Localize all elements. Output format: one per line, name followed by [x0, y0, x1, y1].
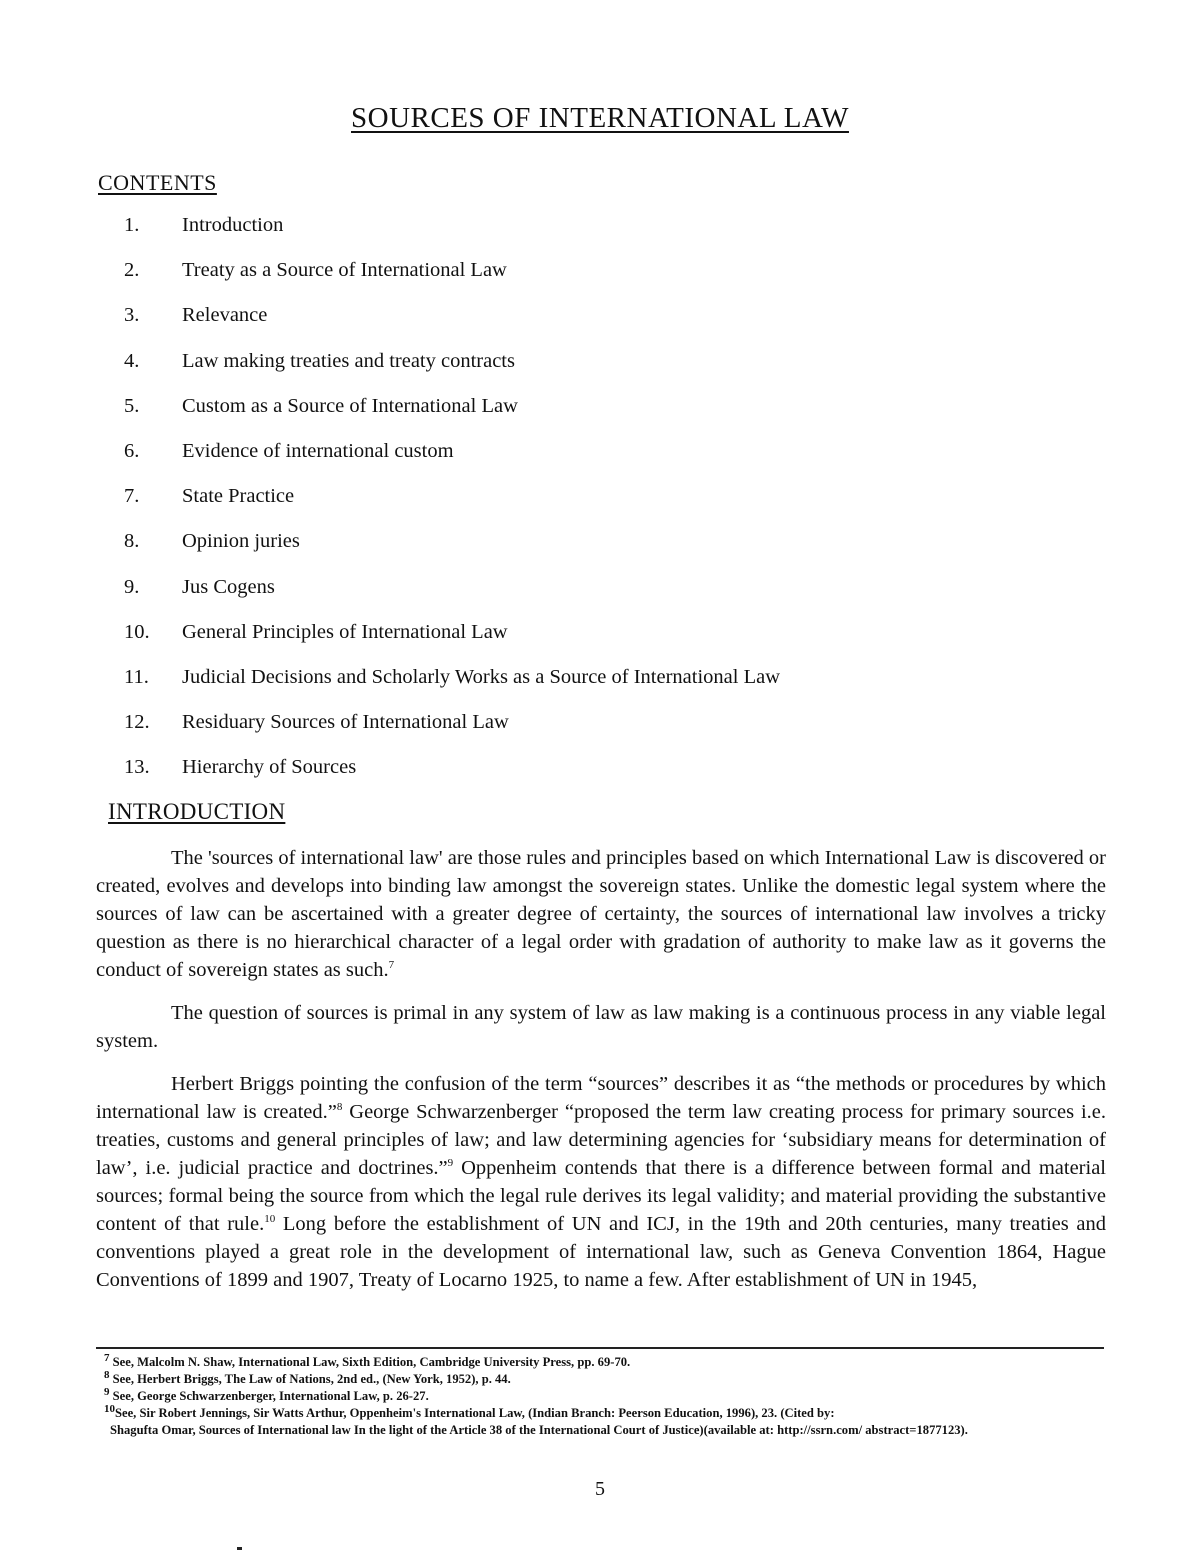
contents-item-number: 3. [124, 304, 140, 327]
footnote-mark: 7 [104, 1351, 110, 1364]
scan-mark [237, 1547, 242, 1550]
contents-item-label: Jus Cogens [182, 575, 275, 598]
contents-item-label: Introduction [182, 214, 284, 236]
contents-item-number: 7. [124, 485, 140, 508]
contents-item [124, 576, 780, 621]
contents-item-label: Law making treaties and treaty contracts [182, 349, 515, 372]
paragraph-text: Oppenheim contends that there is a difference between formal and material sources; formal being the source from which the legal rule derives its legal validity; and material providing the substantive content of that rule. [96, 1157, 1106, 1235]
contents-item [124, 440, 780, 485]
footnote-mark: 8 [104, 1368, 110, 1381]
footnote-reference: 8 [336, 1101, 343, 1114]
footnote-reference: 10 [264, 1213, 276, 1226]
footnote-continuation: Shagufta Omar, Sources of International law In the light of the Article 38 of the International Court of Justice)(available at: http://ssrn.com/ abstract=1877123). [110, 1423, 968, 1437]
paragraph-text: Herbert Briggs pointing the confusion of the term “sources” describes it as “the methods or procedures by which international law is created.” [96, 1073, 1106, 1123]
contents-item-label: Relevance [182, 304, 268, 327]
footnote-mark: 10 [104, 1402, 115, 1415]
contents-item-label: Judicial Decisions and Scholarly Works as a Source of International Law [182, 665, 781, 688]
body-paragraph [96, 1070, 1106, 1294]
introduction-heading: INTRODUCTION [108, 799, 286, 824]
contents-item [124, 711, 780, 756]
contents-item-label: Hierarchy of Sources [182, 756, 357, 779]
contents-item-number: 12. [124, 711, 150, 734]
contents-item-number: 11. [124, 665, 149, 688]
contents-item-number: 2. [124, 259, 140, 282]
contents-item-number: 4. [124, 349, 140, 372]
contents-item [124, 666, 780, 711]
contents-item-number: 13. [124, 756, 150, 779]
contents-item [124, 395, 780, 440]
footnote-divider [96, 1347, 1104, 1349]
footnote [104, 1351, 1104, 1371]
contents-item [124, 530, 780, 575]
contents-list [124, 214, 780, 801]
body-paragraph [96, 999, 1106, 1055]
footnote-text: See, Sir Robert Jennings, Sir Watts Arthur, Oppenheim's International Law, (Indian Branch: Peerson Education, 1996), 23. (Cited by: [115, 1406, 835, 1420]
body-text [96, 844, 1106, 1309]
contents-item-label: Residuary Sources of International Law [182, 711, 509, 734]
footnote [104, 1368, 1104, 1388]
contents-heading: CONTENTS [98, 170, 217, 195]
contents-item [124, 756, 780, 801]
contents-item-label: General Principles of International Law [182, 620, 508, 643]
footnote-text: See, Malcolm N. Shaw, International Law, Sixth Edition, Cambridge University Press, pp. 69-70. [109, 1355, 631, 1369]
contents-item [124, 485, 780, 530]
footnote-text: See, Herbert Briggs, The Law of Nations, 2nd ed., (New York, 1952), p. 44. [109, 1372, 511, 1386]
contents-item-label: State Practice [182, 485, 295, 508]
contents-item [124, 621, 780, 666]
contents-item-number: 8. [124, 530, 140, 553]
contents-item [124, 304, 780, 349]
contents-item-label: Custom as a Source of International Law [182, 394, 518, 417]
contents-item-number: 6. [124, 439, 140, 462]
contents-item-number: 10. [124, 620, 150, 643]
footnote-reference: 9 [447, 1157, 454, 1170]
paragraph-text: The question of sources is primal in any system of law as law making is a continuous process in any viable legal system. [96, 1002, 1106, 1052]
paragraph-text: Long before the establishment of UN and ICJ, in the 19th and 20th centuries, many treaties and conventions played a great role in the development of international law, such as Geneva Convention 1864, Hague Conventions of 1899 and 1907, Treaty of Locarno 1925, to name a few. After establishment of UN in 1945, [96, 1213, 1106, 1291]
contents-item [124, 259, 780, 304]
body-paragraph [96, 844, 1106, 984]
document-title: SOURCES OF INTERNATIONAL LAW [351, 102, 849, 134]
contents-item-number: 1. [124, 214, 140, 236]
paragraph-text: George Schwarzenberger “proposed the term law creating process for primary sources i.e. treaties, customs and general principles of law; and law determining agencies for ‘subsidiary means for determination of law’, i.e. judicial practice and doctrines.” [96, 1101, 1106, 1179]
paragraph-text: The 'sources of international law' are those rules and principles based on which International Law is discovered or created, evolves and develops into binding law amongst the sovereign states. Unlike the domestic legal system where the sources of law can be ascertained with a greater degree of certainty, the sources of international law involves a tricky question as there is no hierarchical character of a legal order with gradation of authority to make law as it governs the conduct of sovereign states as such. [96, 847, 1106, 981]
footnotes [104, 1351, 1104, 1439]
contents-item-number: 5. [124, 394, 140, 417]
contents-item-label: Treaty as a Source of International Law [182, 259, 507, 282]
footnote-reference: 7 [388, 959, 395, 972]
footnote-text: See, George Schwarzenberger, International Law, p. 26-27. [109, 1389, 429, 1403]
contents-item-number: 9. [124, 575, 140, 598]
page-number: 5 [595, 1478, 605, 1500]
contents-item [124, 214, 780, 259]
contents-item-label: Opinion juries [182, 530, 300, 553]
contents-item-label: Evidence of international custom [182, 439, 454, 462]
footnote [104, 1402, 1104, 1422]
footnote [104, 1385, 1104, 1405]
footnote-mark: 9 [104, 1385, 110, 1398]
contents-item [124, 350, 780, 395]
